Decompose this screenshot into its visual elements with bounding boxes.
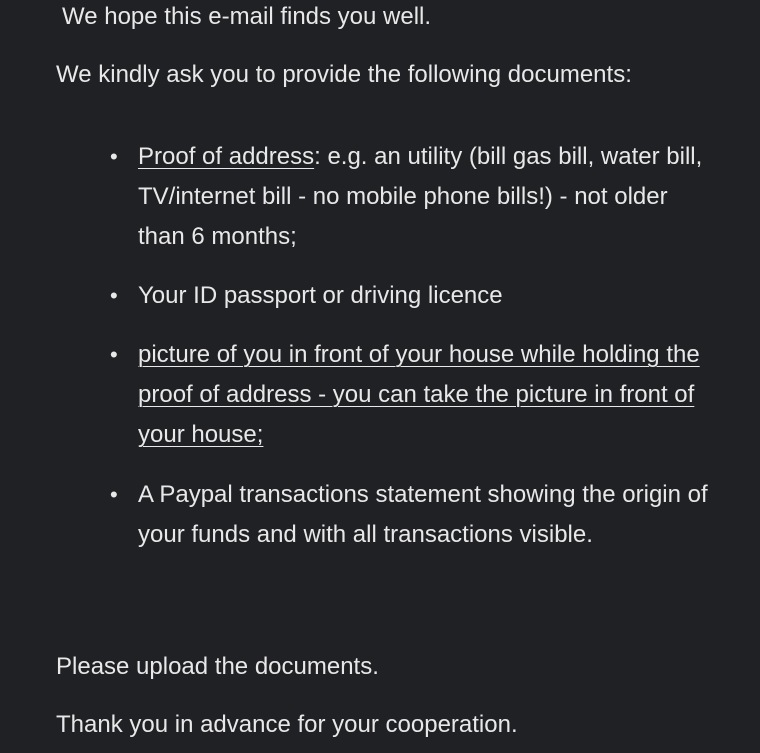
closing-text: Thank you in advance for your cooperation. (56, 711, 518, 738)
list-item-text: Your ID passport or driving licence (138, 282, 503, 309)
list-item-text (138, 335, 718, 455)
list-item-text: A Paypal transactions statement showing the origin of your funds and with all transactions visible. (138, 481, 708, 548)
request-text: We kindly ask you to provide the following documents: (56, 61, 632, 88)
proof-of-address-link[interactable]: Proof of address (138, 143, 315, 170)
proof-of-address-details: : e.g. an utility (bill gas bill, water bill, TV/internet bill - no mobile phone bills!) - not older than 6 months; (138, 143, 703, 250)
bullet-icon: • (110, 342, 118, 367)
bullet-icon: • (110, 482, 118, 507)
greeting-text: We hope this e-mail finds you well. (62, 3, 432, 30)
picture-link[interactable]: picture of you in front of your house while holding the proof of address - you can take the picture in front of your house; (138, 341, 700, 448)
upload-note-text: Please upload the documents. (56, 653, 379, 680)
list-item-text (138, 137, 718, 257)
bullet-icon: • (110, 283, 118, 308)
bullet-icon: • (110, 144, 118, 169)
